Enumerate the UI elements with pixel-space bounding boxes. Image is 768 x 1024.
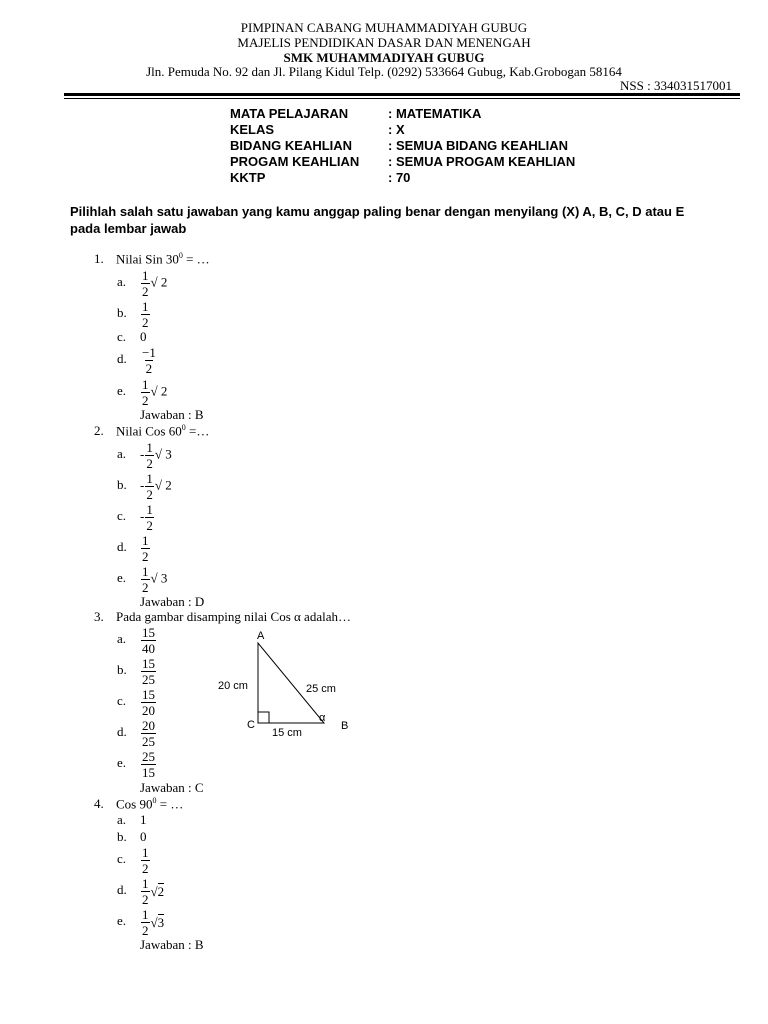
side-label-ab: 25 cm bbox=[306, 683, 336, 695]
denominator: 20 bbox=[142, 703, 155, 718]
option-text: 1 bbox=[140, 812, 147, 827]
option-letter: c. bbox=[117, 329, 127, 344]
option-c[interactable] bbox=[117, 846, 151, 875]
option-letter: a. bbox=[117, 274, 127, 290]
fraction bbox=[141, 378, 150, 407]
header-line-1: PIMPINAN CABANG MUHAMMADIYAH GUBUG bbox=[240, 20, 528, 35]
option-letter: b. bbox=[117, 829, 127, 844]
numerator: 1 bbox=[142, 876, 149, 891]
denominator: 25 bbox=[142, 672, 155, 687]
option-d[interactable] bbox=[117, 877, 164, 906]
option-letter: a. bbox=[117, 631, 127, 647]
numerator: 1 bbox=[142, 268, 149, 283]
option-e[interactable] bbox=[117, 378, 167, 407]
fraction bbox=[141, 346, 157, 375]
fraction bbox=[141, 657, 156, 686]
option-letter: a. bbox=[117, 812, 127, 827]
fraction bbox=[141, 300, 150, 329]
header-rule-thick bbox=[64, 93, 740, 96]
option-letter: a. bbox=[117, 446, 127, 462]
denominator: 2 bbox=[142, 549, 149, 564]
fraction bbox=[145, 503, 154, 532]
right-triangle-figure bbox=[210, 625, 370, 740]
radicand: 2 bbox=[157, 883, 165, 899]
side-label-ac: 20 cm bbox=[218, 680, 248, 692]
info-key: KKTP bbox=[230, 170, 266, 185]
option-e[interactable] bbox=[117, 565, 167, 594]
answer-text: Jawaban : C bbox=[140, 780, 204, 795]
denominator: 2 bbox=[142, 580, 149, 595]
square-root: √2 bbox=[150, 883, 165, 899]
denominator: 40 bbox=[142, 641, 155, 656]
option-d[interactable] bbox=[117, 346, 158, 375]
info-value: : 70 bbox=[388, 170, 411, 185]
fraction bbox=[145, 441, 154, 470]
numerator: 15 bbox=[142, 687, 155, 702]
option-letter: b. bbox=[117, 477, 127, 493]
option-e[interactable] bbox=[117, 750, 157, 779]
radicand: 3 bbox=[157, 914, 165, 930]
numerator: 1 bbox=[142, 533, 149, 548]
answer-text: Jawaban : D bbox=[140, 594, 205, 609]
denominator: 2 bbox=[142, 284, 149, 299]
superscript: 0 bbox=[178, 251, 183, 260]
option-letter: d. bbox=[117, 882, 127, 898]
option-a[interactable] bbox=[117, 626, 157, 655]
question-2 bbox=[94, 423, 209, 439]
header-rule-thin bbox=[64, 98, 740, 99]
option-letter: b. bbox=[117, 305, 127, 321]
question-stem: Pada gambar disamping nilai Cos α adalah… bbox=[116, 609, 351, 624]
root-term: √ 3 bbox=[154, 446, 172, 462]
info-value: : X bbox=[388, 122, 405, 137]
header-nss: NSS : 334031517001 bbox=[620, 78, 732, 93]
option-c[interactable] bbox=[117, 329, 147, 345]
info-value: : SEMUA BIDANG KEAHLIAN bbox=[388, 138, 569, 153]
option-letter: c. bbox=[117, 508, 127, 524]
question-number: 2. bbox=[94, 423, 104, 439]
root-term: √ 2 bbox=[150, 274, 168, 290]
denominator: 2 bbox=[145, 361, 153, 376]
minus-sign: - bbox=[140, 508, 145, 524]
option-text: 0 bbox=[140, 329, 147, 344]
minus-sign: - bbox=[140, 477, 145, 493]
numerator: 15 bbox=[142, 656, 155, 671]
denominator: 2 bbox=[146, 518, 153, 533]
root-term: √ 2 bbox=[150, 383, 168, 399]
numerator: 1 bbox=[146, 440, 153, 455]
question-number: 1. bbox=[94, 251, 104, 267]
header-address: Jln. Pemuda No. 92 dan Jl. Pilang Kidul Telp. (0292) 533664 Gubug, Kab.Grobogan 58164 bbox=[146, 64, 622, 79]
question-4 bbox=[94, 796, 183, 812]
fraction bbox=[145, 472, 154, 501]
numerator: 20 bbox=[142, 718, 155, 733]
numerator: 1 bbox=[142, 564, 149, 579]
vertex-label-c: C bbox=[247, 719, 255, 731]
denominator: 15 bbox=[142, 765, 155, 780]
minus-sign: - bbox=[140, 446, 145, 462]
numerator: 1 bbox=[142, 907, 149, 922]
root-term: √ 3 bbox=[150, 570, 168, 586]
option-letter: c. bbox=[117, 693, 127, 709]
fraction bbox=[141, 688, 156, 717]
option-letter: d. bbox=[117, 351, 127, 367]
fraction bbox=[141, 565, 150, 594]
question-number: 4. bbox=[94, 796, 104, 812]
superscript: 0 bbox=[152, 796, 157, 805]
denominator: 2 bbox=[142, 923, 149, 938]
numerator: 1 bbox=[142, 377, 149, 392]
numerator: 1 bbox=[142, 299, 149, 314]
option-a[interactable] bbox=[117, 812, 147, 828]
header-line-2: MAJELIS PENDIDIKAN DASAR DAN MENENGAH bbox=[237, 35, 531, 50]
denominator: 2 bbox=[142, 892, 149, 907]
option-b[interactable] bbox=[117, 300, 151, 329]
fraction bbox=[141, 719, 156, 748]
fraction bbox=[141, 846, 150, 875]
vertex-label-b: B bbox=[341, 720, 349, 732]
numerator: 1 bbox=[142, 845, 149, 860]
denominator: 2 bbox=[142, 315, 149, 330]
question-number: 3. bbox=[94, 609, 104, 624]
numerator: 25 bbox=[142, 749, 155, 764]
option-d[interactable] bbox=[117, 719, 157, 748]
option-letter: e. bbox=[117, 383, 127, 399]
numerator: 15 bbox=[142, 625, 155, 640]
info-key: MATA PELAJARAN bbox=[230, 106, 349, 121]
info-key: BIDANG KEAHLIAN bbox=[230, 138, 353, 153]
fraction bbox=[141, 534, 150, 563]
question-3 bbox=[94, 609, 351, 625]
denominator: 2 bbox=[146, 487, 153, 502]
root-term: √ 2 bbox=[154, 477, 172, 493]
option-letter: e. bbox=[117, 913, 127, 929]
header-school-name: SMK MUHAMMADIYAH GUBUG bbox=[283, 50, 485, 65]
fraction bbox=[141, 877, 150, 906]
option-b[interactable] bbox=[117, 657, 157, 686]
numerator: 1 bbox=[146, 502, 153, 517]
question-stem: Nilai Cos 60 bbox=[116, 423, 182, 439]
superscript: 0 bbox=[181, 423, 186, 432]
option-letter: c. bbox=[117, 851, 127, 867]
denominator: 2 bbox=[142, 393, 149, 408]
option-text: 0 bbox=[140, 829, 147, 844]
option-a[interactable] bbox=[117, 441, 172, 470]
fraction bbox=[141, 269, 150, 298]
right-angle-marker bbox=[258, 712, 269, 723]
fraction bbox=[141, 750, 156, 779]
option-letter: e. bbox=[117, 755, 127, 771]
numerator: −1 bbox=[142, 345, 156, 360]
option-a[interactable] bbox=[117, 269, 167, 298]
question-stem-end: =… bbox=[185, 423, 210, 439]
option-letter: e. bbox=[117, 570, 127, 586]
info-value: : MATEMATIKA bbox=[388, 106, 482, 121]
denominator: 2 bbox=[146, 456, 153, 471]
option-c[interactable] bbox=[117, 503, 155, 532]
option-c[interactable] bbox=[117, 688, 157, 717]
option-d[interactable] bbox=[117, 534, 151, 563]
option-letter: d. bbox=[117, 539, 127, 555]
question-stem-end: = … bbox=[156, 796, 184, 812]
denominator: 2 bbox=[142, 861, 149, 876]
square-root: √3 bbox=[150, 914, 165, 930]
info-key: KELAS bbox=[230, 122, 275, 137]
answer-text: Jawaban : B bbox=[140, 937, 204, 952]
fraction bbox=[141, 626, 156, 655]
instruction-text: Pilihlah salah satu jawaban yang kamu anggap paling benar dengan menyilang (X) A, B, C, D atau E pada lembar jawab bbox=[70, 204, 685, 236]
question-stem: Nilai Sin 30 bbox=[116, 251, 179, 267]
question-stem-end: = … bbox=[182, 251, 210, 267]
option-b[interactable] bbox=[117, 829, 147, 845]
vertex-label-a: A bbox=[257, 630, 265, 642]
answer-text: Jawaban : B bbox=[140, 407, 204, 422]
question-stem: Cos 90 bbox=[116, 796, 153, 812]
question-1 bbox=[94, 251, 210, 267]
denominator: 25 bbox=[142, 734, 155, 749]
numerator: 1 bbox=[146, 471, 153, 486]
option-e[interactable] bbox=[117, 908, 164, 937]
angle-label-alpha: α bbox=[319, 712, 326, 724]
fraction bbox=[141, 908, 150, 937]
option-b[interactable] bbox=[117, 472, 172, 501]
option-letter: d. bbox=[117, 724, 127, 740]
info-value: : SEMUA PROGAM KEAHLIAN bbox=[388, 154, 576, 169]
option-letter: b. bbox=[117, 662, 127, 678]
info-key: PROGAM KEAHLIAN bbox=[230, 154, 360, 169]
side-label-cb: 15 cm bbox=[272, 727, 302, 739]
